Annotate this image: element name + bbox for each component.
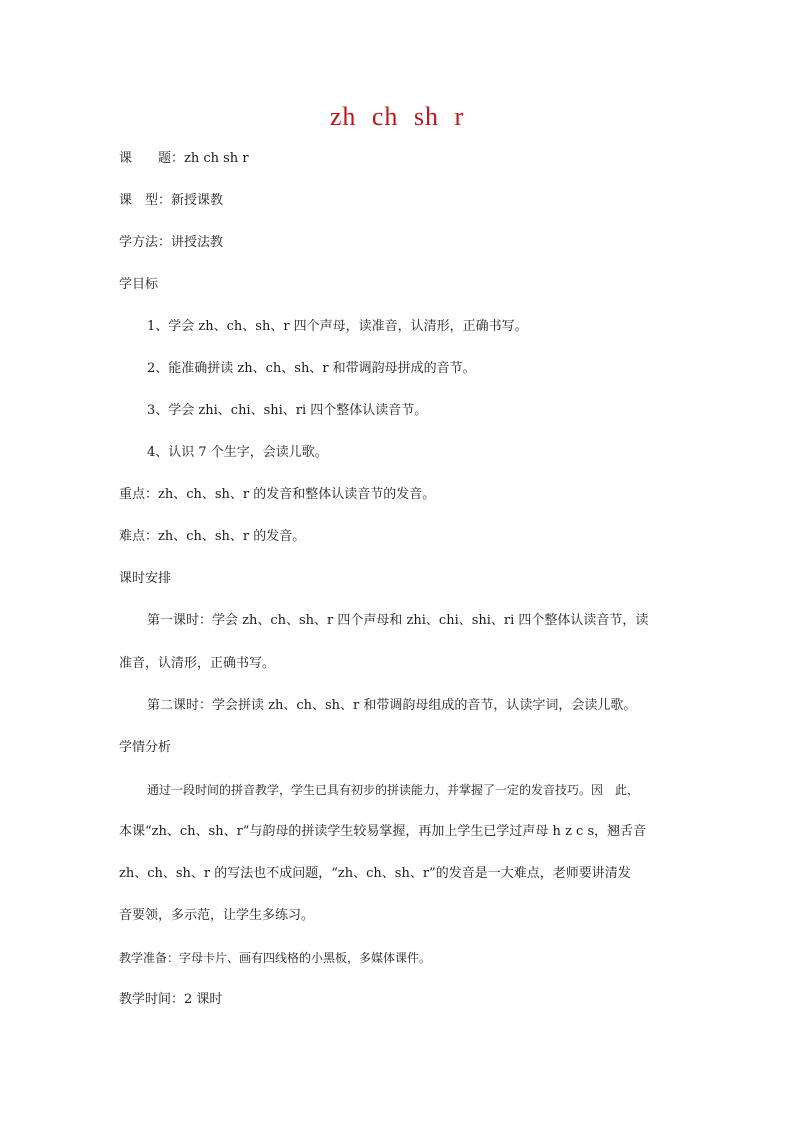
objective-item-2: 2、能准确拼读 zh、ch、sh、r 和带调韵母拼成的音节。 <box>147 361 476 376</box>
objective-item-1: 1、学会 zh、ch、sh、r 四个声母，读准音，认清形，正确书写。 <box>147 319 528 334</box>
teaching-method: 学方法：讲授法教 <box>119 235 224 250</box>
section-heading-analysis: 学情分析 <box>119 740 172 755</box>
teaching-preparation: 教学准备：字母卡片、画有四线格的小黑板，多媒体课件。 <box>119 951 432 965</box>
schedule-period-1-continued: 准音，认清形，正确书写。 <box>119 656 276 671</box>
objective-item-4: 4、认识 7 个生字，会读儿歌。 <box>147 445 328 460</box>
analysis-paragraph-line-3: zh、ch、sh、r 的写法也不成问题，“zh、ch、sh、r”的发音是一大难点，老师要讲清发 <box>119 866 631 881</box>
section-heading-objectives: 学目标 <box>119 277 159 292</box>
schedule-period-2: 第二课时：学会拼读 zh、ch、sh、r 和带调韵母组成的音节，认读字词，会读儿歌。 <box>147 698 637 713</box>
document-title: zh ch sh r <box>329 102 465 131</box>
section-heading-schedule: 课时安排 <box>119 571 172 586</box>
key-point: 重点：zh、ch、sh、r 的发音和整体认读音节的发音。 <box>119 487 436 502</box>
schedule-period-1: 第一课时：学会 zh、ch、sh、r 四个声母和 zhi、chi、shi、ri 四个整体认读音节，读 <box>147 613 649 628</box>
difficult-point: 难点：zh、ch、sh、r 的发音。 <box>119 529 306 544</box>
analysis-paragraph-line-2: 本课“zh、ch、sh、r”与韵母的拼读学生较易掌握，再加上学生已学过声母 h z c s，翘舌音 <box>119 824 647 839</box>
analysis-paragraph-line-1: 通过一段时间的拼音教学，学生已具有初步的拼读能力，并掌握了一定的发音技巧。因 此， <box>147 783 640 797</box>
lesson-type: 课 型：新授课教 <box>119 193 224 208</box>
teaching-time: 教学时间：2 课时 <box>119 992 223 1007</box>
lesson-topic: 课 题：zh ch sh r <box>119 151 249 166</box>
analysis-paragraph-line-4: 音要领，多示范，让学生多练习。 <box>119 908 315 923</box>
objective-item-3: 3、学会 zhi、chi、shi、ri 四个整体认读音节。 <box>147 403 428 418</box>
